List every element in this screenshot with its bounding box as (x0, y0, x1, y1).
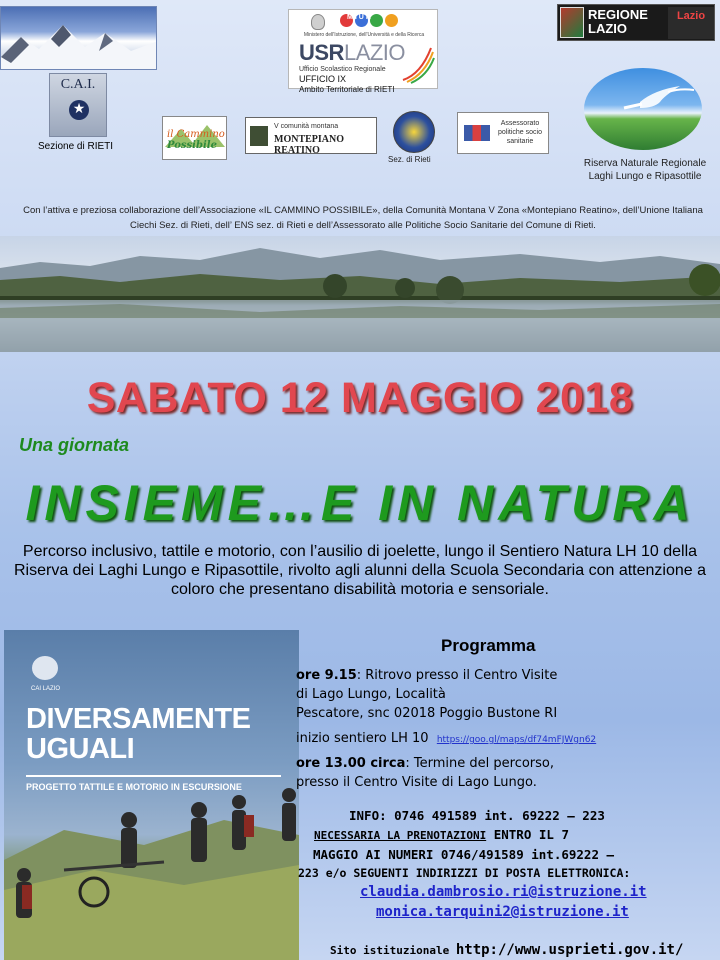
event-intro: Una giornata (19, 435, 130, 455)
assessorato-text: Assessorato politiche socio sanitarie (498, 120, 542, 145)
uic-caption: Sez. di Rieti (388, 155, 431, 164)
start-text: : Ritrovo presso il Centro Visite (356, 668, 558, 683)
usr-ambito: Ambito Territoriale di RIETI (299, 85, 395, 94)
booking-deadline: ENTRO IL 7 (486, 827, 569, 842)
uic-logo (393, 111, 435, 153)
montepiano-small: V comunità montana (274, 123, 339, 130)
assessorato-icon (464, 125, 490, 141)
event-date: SABATO 12 MAGGIO 2018 (86, 374, 634, 422)
programma-end (296, 754, 554, 773)
site-url-link[interactable]: http://www.usprieti.gov.it/ (455, 942, 684, 958)
info-booking (314, 825, 569, 845)
programma-start (296, 666, 557, 685)
cammino-part1: il Cammino (167, 129, 225, 140)
usr-bold: USR (299, 40, 344, 65)
book-cai-label: CAI LAZIO (31, 686, 61, 692)
regione-text (588, 8, 648, 36)
programma-start-line3: Pescatore, snc 02018 Poggio Bustone RI (296, 706, 558, 721)
usr-subtitle: Ufficio Scolastico Regionale (299, 66, 386, 73)
programma-trail (296, 729, 596, 750)
info-numbers: MAGGIO AI NUMERI 0746/491589 int.69222 – (313, 847, 615, 862)
site-label: Sito istituzionale (330, 944, 456, 957)
book-subtitle: PROGETTO TATTILE E MOTORIO IN ESCURSIONE (26, 782, 242, 792)
end-time: ore 13.00 circa (296, 756, 406, 771)
star-icon: ★ (69, 100, 89, 120)
lazio-shield-icon (560, 7, 584, 38)
official-site (330, 942, 683, 958)
regione-line1: REGIONE (588, 7, 648, 22)
montepiano-icon (250, 126, 268, 146)
swoosh-icon (401, 44, 435, 84)
book-title (26, 704, 250, 764)
map-link[interactable]: https://goo.gl/maps/df74mFJWgn62 (436, 735, 597, 745)
book-divider (26, 775, 281, 777)
book-title-line2: UGUALI (26, 733, 135, 765)
end-text: : Termine del percorso, (405, 756, 555, 771)
lazio-mini-logo: Lazio (668, 7, 714, 39)
mountain-photo (0, 6, 157, 70)
riserva-logo (584, 68, 702, 150)
email-link-1[interactable]: claudia.dambrosio.ri@istruzione.it (360, 884, 647, 900)
cai-logo (49, 73, 107, 137)
programma-end-line2: presso il Centro Visite di Lago Lungo. (296, 775, 537, 790)
booking-required: NECESSARIA LA PRENOTAZIONI (314, 829, 487, 842)
event-title: INSIEME…E IN NATURA (25, 475, 695, 531)
miur-tag: MIUR (347, 14, 373, 21)
email-link-2[interactable]: monica.tarquini2@istruzione.it (376, 904, 629, 920)
cai-section-caption: Sezione di RIETI (38, 141, 114, 152)
cammino-text (167, 129, 225, 151)
start-time: ore 9.15 (296, 668, 357, 683)
assessorato-logo (457, 112, 549, 154)
usr-ufficio: UFFICIO IX (299, 74, 346, 84)
programma-heading: Programma (441, 636, 536, 655)
regione-lazio-logo (557, 4, 715, 41)
regione-line2: LAZIO (588, 21, 627, 36)
event-description: Percorso inclusivo, tattile e motorio, con l’ausilio di joelette, lungo il Sentiero Natura LH 10 della Riserva dei Laghi Lungo e Ripasottile, rivolto agli alunni della Scuola Secondaria con attenzione a coloro che presentano disabilità motoria e sensoriale. (14, 543, 706, 598)
collaboration-text: Con l’attiva e preziosa collaborazione dell’Associazione «IL CAMMINO POSSIBILE», della Comunità Montana V Zona «Montepiano Reatino», dell’Unione Italiana Ciechi Sez. di Rieti, dell’ ENS sez. di Rieti e dell’Assessorato alle Politiche Socio Sanitarie del Comune di Rieti. (23, 205, 703, 231)
trail-text: inizio sentiero LH 10 (296, 731, 429, 746)
lake-panorama-photo (0, 236, 720, 352)
info-emails-intro: 223 e/o SEGUENTI INDIRIZZI DI POSTA ELETTRONICA: (298, 866, 631, 880)
republic-emblem-icon (311, 14, 325, 30)
programma-start-line2: di Lago Lungo, Località (296, 687, 446, 702)
usr-region: LAZIO (343, 40, 406, 65)
book-cover-image (4, 630, 299, 960)
usr-title (299, 40, 405, 66)
riserva-caption: Riserva Naturale Regionale Laghi Lungo e Ripasottile (583, 158, 707, 182)
montepiano-name: MONTEPIANO REATINO (274, 134, 344, 156)
cammino-possibile-logo (162, 116, 227, 160)
book-cai-emblem-icon (32, 656, 58, 680)
info-phone: INFO: 0746 491589 int. 69222 – 223 (349, 808, 605, 823)
cammino-part2: Possibile (167, 140, 217, 151)
cai-logo-text: C.A.I. (60, 77, 96, 92)
montepiano-logo (245, 117, 377, 154)
usr-lazio-logo (288, 9, 438, 94)
miur-ministry-line: Ministero dell'Istruzione, dell'Università e della Ricerca (303, 32, 425, 38)
book-title-line1: DIVERSAMENTE (26, 703, 251, 735)
